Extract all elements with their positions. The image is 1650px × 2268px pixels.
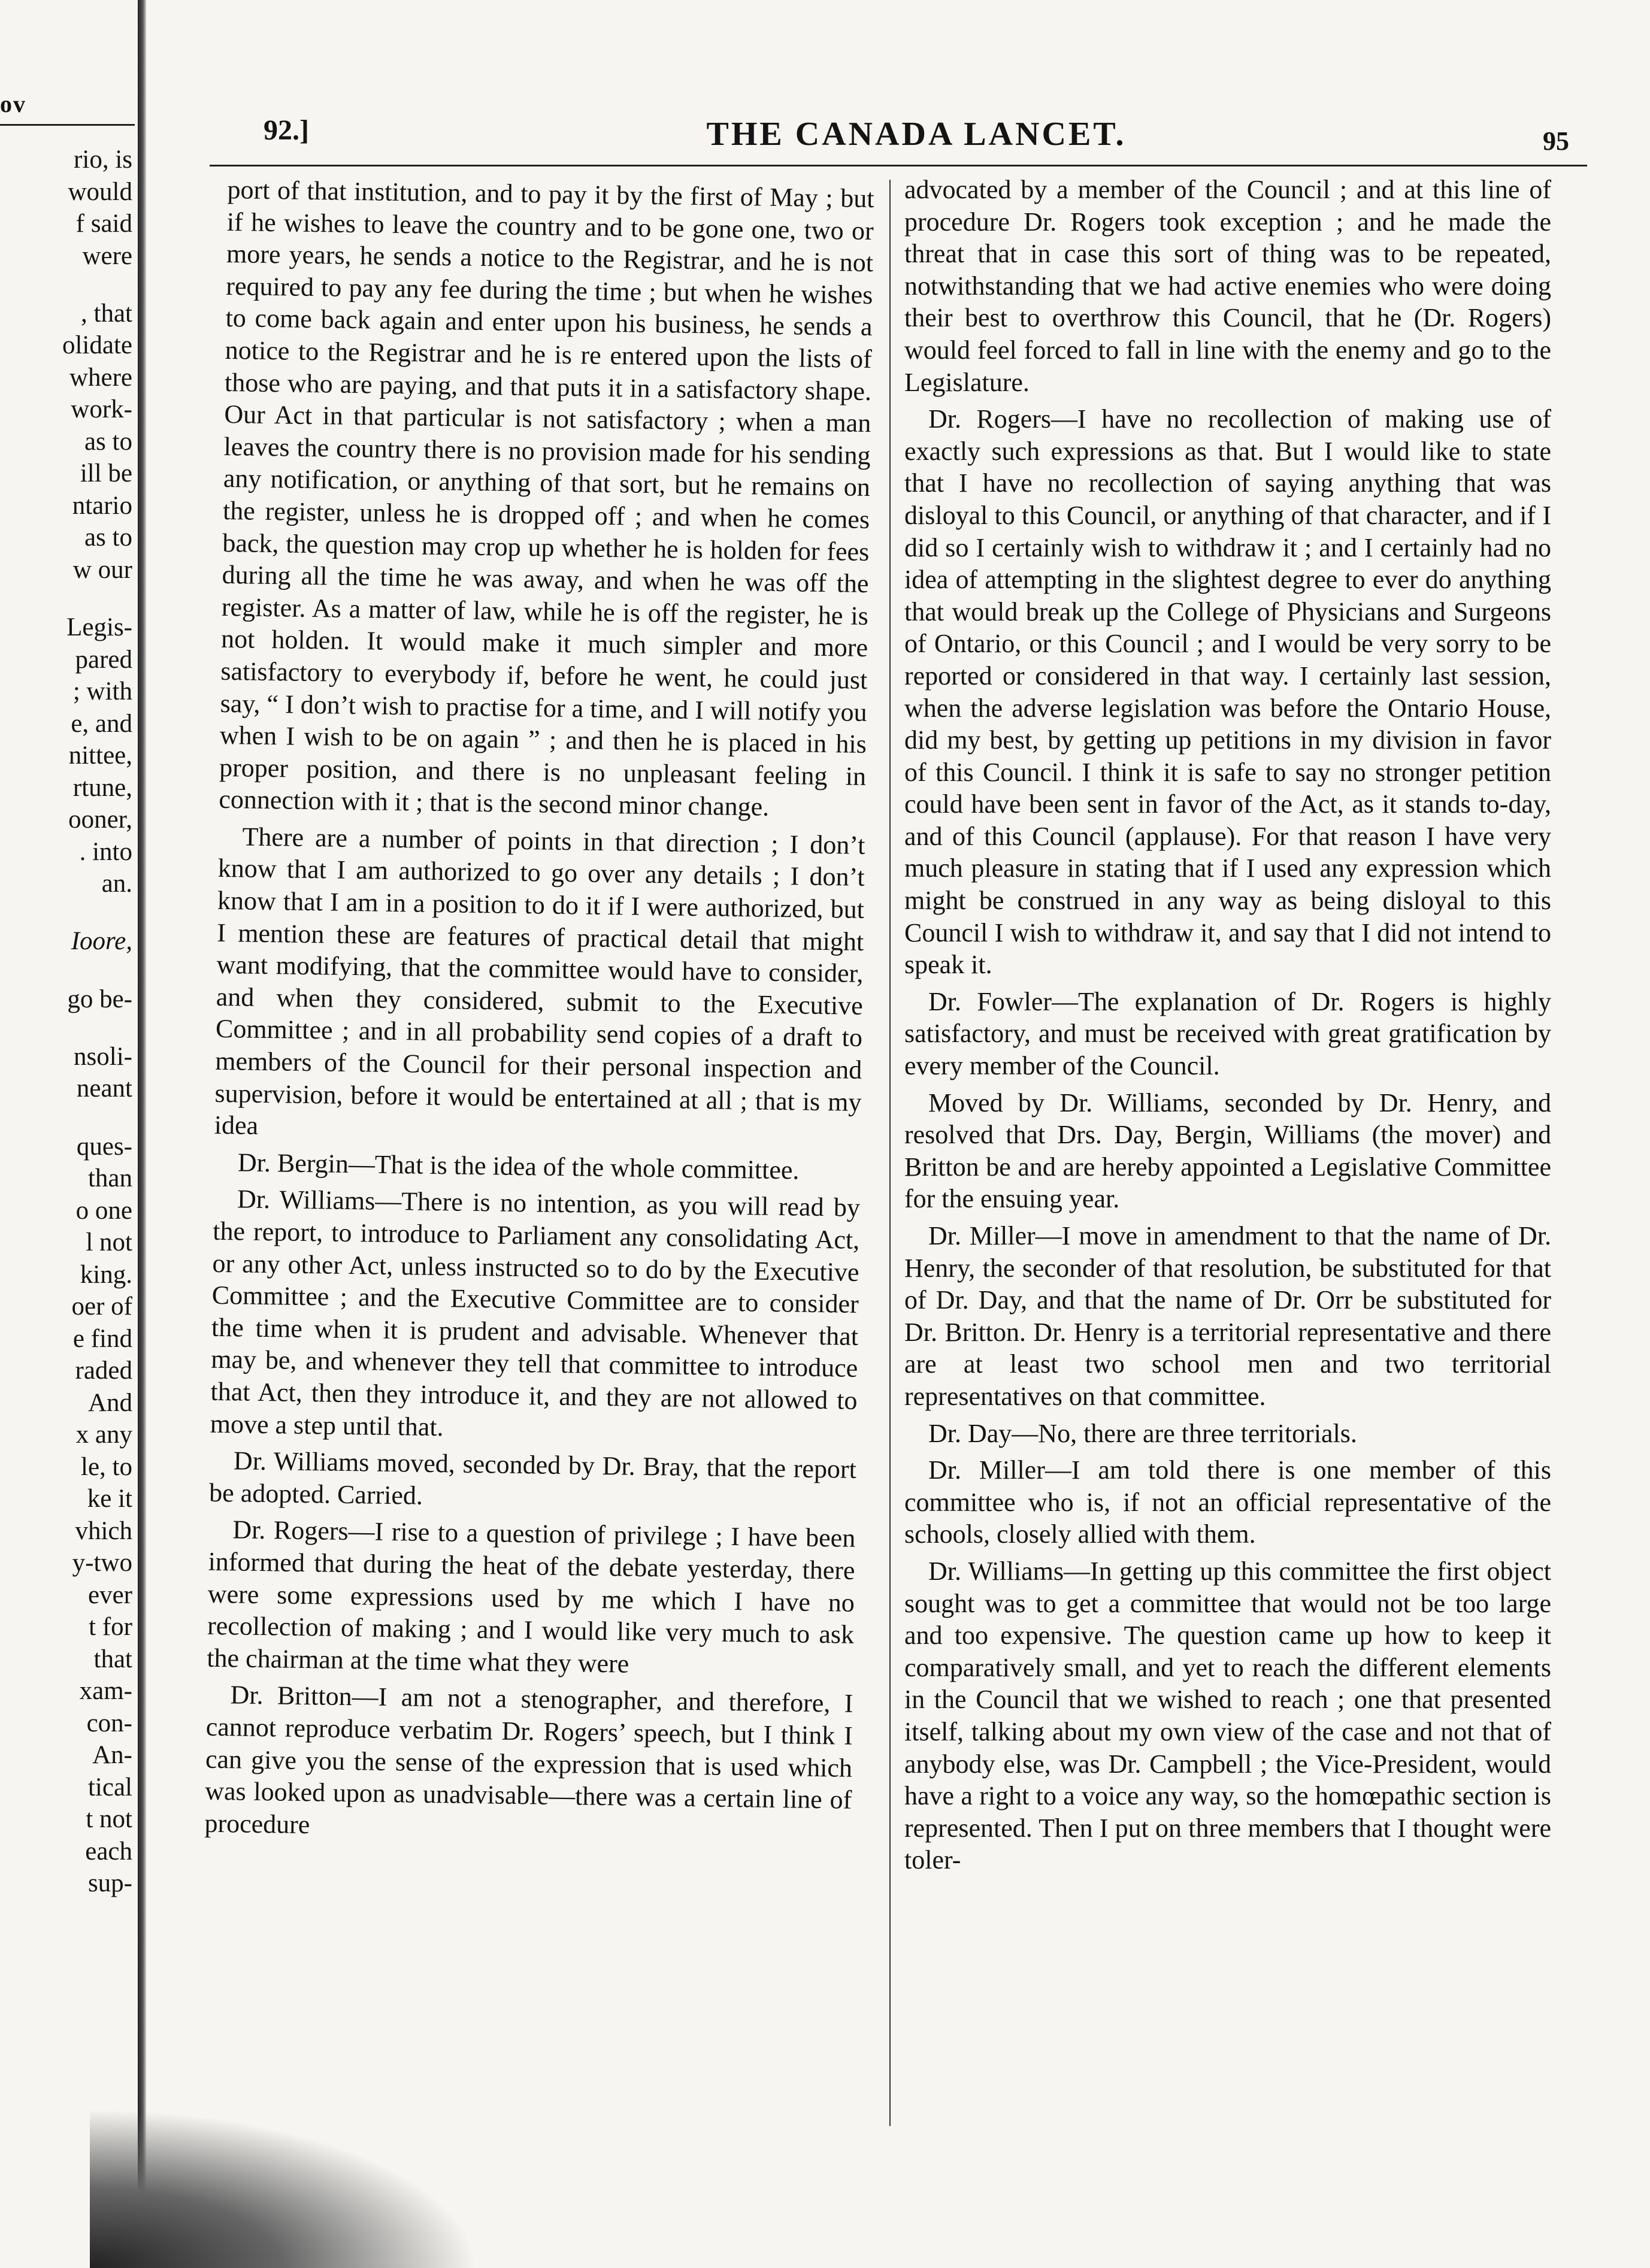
previous-page-fragment: nsoli- <box>74 1043 132 1071</box>
previous-page-fragment: w our <box>72 556 132 584</box>
paragraph: There are a number of points in that direction ; I don’t know that I am authorized to go over any details ; I don’t know that I am in a position to do it if I were authorized, but I mention these are features of practical detail that might want modifying, that the committee would have to consider, and when they considered, submit to the Executive Committee ; and in all probability send copies of a draft to members of the Council for their personal inspection and supervision, before it would be entertained at all ; that is my idea <box>214 822 865 1141</box>
previous-page-fragment: o one <box>75 1197 132 1225</box>
previous-page-fragment: were <box>82 242 132 270</box>
paragraph: Dr. Fowler—The explanation of Dr. Rogers is highly satisfactory, and must be received with great gratification by every member of the Council. <box>904 986 1551 1081</box>
previous-page-fragment: ; with <box>72 677 132 705</box>
paragraph: Dr. Williams—There is no intention, as you will read by the report, to introduce to Parliament any consolidating Act, or any other Act, unless instructed so to do by the Executive Committee ; and the Executive Committee are to consider the time when it is prudent and advisable. Whenever that may be, and whenever they tell that committee to introduce that Act, then they introduce it, and they are not allowed to move a step until that. <box>210 1184 861 1442</box>
paragraph: advocated by a member of the Council ; and at this line of procedure Dr. Rogers took exception ; and he made the threat that in case this sort of thing was to be repeated, notwithstanding that we had active enemies who were doing their best to overthrow this Council, that he (Dr. Rogers) would feel forced to fall in line with the enemy and go to the Legislature. <box>904 175 1551 397</box>
previous-page-fragment: go be- <box>67 985 132 1013</box>
previous-page-fragment: rio, is <box>74 146 132 174</box>
previous-page-fragment: as to <box>84 428 132 456</box>
previous-page-fragment: t not <box>86 1805 132 1833</box>
previous-page-fragment: nittee, <box>68 741 132 770</box>
paragraph: Moved by Dr. Williams, seconded by Dr. Henry, and resolved that Drs. Day, Bergin, Williams (the mover) and Britton be and are hereby appointed a Legislative Committee for the ensuing year. <box>904 1088 1551 1214</box>
previous-page-fragment: king. <box>80 1261 132 1289</box>
paragraph: Dr. Rogers—I have no recollection of making use of exactly such expressions as that. But I would like to state that I have no recollection of saying anything that was disloyal to this Council, or anything of that character, and if I did so I certainly wish to withdraw it ; and I certainly had no idea of attempting in the slightest degree to ever do anything that would break up the College of Physicians and Surgeons of Ontario, or this Council ; and I would be very sorry to be reported or considered in that way. I certainly last session, when the adverse legislation was before the Ontario House, did my best, by getting up petitions in my division in favor of this Council. I think it is safe to say no stronger petition could have been sent in favor of the Act, as it stands to-day, and of this Council (applause). For that reason I have very much pleasure in stating that if I used any expression which might be construed in any way as being disloyal to this Council I wish to withdraw it, and say that I did not intend to speak it. <box>904 404 1551 980</box>
previous-page-fragment: l not <box>86 1228 132 1256</box>
previous-page-fragment: an. <box>101 870 132 898</box>
previous-page-fragment: olidate <box>62 331 132 359</box>
paragraph: Dr. Britton—I am not a stenographer, and therefore, I cannot reproduce verbatim Dr. Rogers’ speech, but I think I can give you the sense of the expression that is used which was looked upon as unadvisable—there was a certain line of procedure <box>204 1680 853 1839</box>
previous-page-fragment: f said <box>75 210 132 238</box>
previous-page-fragment: each <box>85 1837 132 1866</box>
previous-page-fragment: neant <box>76 1074 132 1103</box>
previous-page-fragment: ever <box>88 1581 132 1609</box>
previous-page-fragment: An- <box>92 1741 132 1769</box>
previous-page-fragment: ntario <box>72 492 132 520</box>
previous-page-fragment: raded <box>75 1356 132 1385</box>
previous-page-edge <box>0 90 135 2186</box>
page-number: 95 <box>1543 126 1569 156</box>
previous-page-header-fragment: ov <box>0 90 135 126</box>
paragraph: Dr. Williams moved, seconded by Dr. Bray, that the report be adopted. Carried. <box>208 1446 857 1510</box>
paragraph: Dr. Williams—In getting up this committee the first object sought was to get a committee that would not be too large and too expensive. The question came up how to keep it comparatively small, and yet to reach the different elements in the Council that we wished to reach ; one that presented itself, talking about my own view of the case and not that of anybody else, was Dr. Campbell ; the Vice-President, would have a right to a voice any way, so the homœpathic section is represented. Then I put on three members that I thought were toler- <box>904 1556 1551 1875</box>
previous-page-fragment: , that <box>81 299 132 328</box>
previous-page-fragment: ke it <box>87 1485 132 1513</box>
previous-page-fragment: xam- <box>79 1677 132 1705</box>
previous-page-fragment: tical <box>87 1773 132 1801</box>
previous-page-fragment: ques- <box>76 1133 132 1161</box>
previous-page-fragment: sup- <box>87 1869 132 1897</box>
page-label: 92.] <box>264 114 309 146</box>
previous-page-fragment: And <box>87 1389 132 1417</box>
previous-page-fragment: as to <box>84 523 132 552</box>
paragraph: Dr. Day—No, there are three territorials. <box>928 1418 1357 1448</box>
page-header <box>228 108 1605 162</box>
book-binding-gutter <box>138 0 146 2268</box>
previous-page-fragment: vhich <box>75 1517 132 1545</box>
page-curl-shadow <box>90 2108 479 2268</box>
left-column <box>204 174 874 1853</box>
previous-page-fragment: Ioore, <box>71 927 132 955</box>
previous-page-fragment: . into <box>79 838 132 866</box>
previous-page-fragment: ill be <box>80 459 132 487</box>
previous-page-fragment: le, to <box>81 1453 132 1481</box>
previous-page-fragment: rtune, <box>72 774 132 802</box>
previous-page-fragment: oer of <box>71 1292 132 1321</box>
paragraph: Dr. Rogers—I rise to a question of privilege ; I have been informed that during the heat of the debate yesterday, there were some expressions used by me which I have no recollection of making ; and I would like very much to ask the chairman at the time what they were <box>207 1515 856 1679</box>
paragraph: Dr. Miller—I am told there is one member of this committee who is, if not an official representative of the schools, closely allied with them. <box>904 1455 1551 1549</box>
previous-page-fragment: con- <box>86 1709 132 1737</box>
previous-page-fragment: ooner, <box>68 806 132 834</box>
paragraph: port of that institution, and to pay it by the first of May ; but if he wishes to leave the country and to be gone one, two or more years, he sends a notice to the Registrar, and he is not required to pay any fee during the time ; but when he wishes to come back again and enter upon his business, he sends a notice to the Registrar and he is re entered upon the lists of those who are paying, and that puts it in a satisfactory shape. Our Act in that particular is not satisfactory ; when a man leaves the country there is no provision made for his sending any notification, or anything of that sort, but he remains on the register, unless he is dropped off ; and when he comes back, the question may crop up whether he is holden for fees during all the time he was away, and when he was off the register. As a matter of law, while he is off the register, he is not holden. It would make it much simpler and more satisfactory to everybody if, before he went, he could just say, “ I don’t wish to practise for a time, and I will notify you when I wish to be on again ” ; and then he is placed in his proper position, and there is no unpleasant feeling in connection with it ; that is the second minor change. <box>219 174 874 822</box>
previous-page-fragment: t for <box>89 1613 132 1641</box>
right-column <box>904 174 1551 1881</box>
previous-page-fragment: that <box>93 1645 132 1673</box>
previous-page-fragment: where <box>69 364 132 392</box>
paragraph: Dr. Miller—I move in amendment to that the name of Dr. Henry, the seconder of that resolution, be substituted for that of Dr. Day, and that the name of Dr. Orr be substituted for Dr. Britton. Dr. Henry is a territorial representative and there are at least two school men and two territorial representatives on that committee. <box>904 1221 1551 1411</box>
previous-page-fragment: e, and <box>71 710 132 738</box>
previous-page-fragment: pared <box>75 646 132 674</box>
previous-page-fragment: e find <box>72 1325 132 1353</box>
previous-page-fragment: y-two <box>72 1549 132 1577</box>
previous-page-fragment: than <box>87 1164 132 1192</box>
previous-page-fragment: Legis- <box>66 613 132 641</box>
paragraph: Dr. Bergin—That is the idea of the whole committee. <box>237 1147 800 1185</box>
column-divider <box>889 180 891 2126</box>
header-rule <box>210 165 1587 166</box>
previous-page-fragment: would <box>68 178 132 206</box>
journal-title: THE CANADA LANCET. <box>706 116 1127 153</box>
previous-page-fragment: x any <box>75 1421 132 1449</box>
previous-page-fragment: work- <box>71 395 132 423</box>
